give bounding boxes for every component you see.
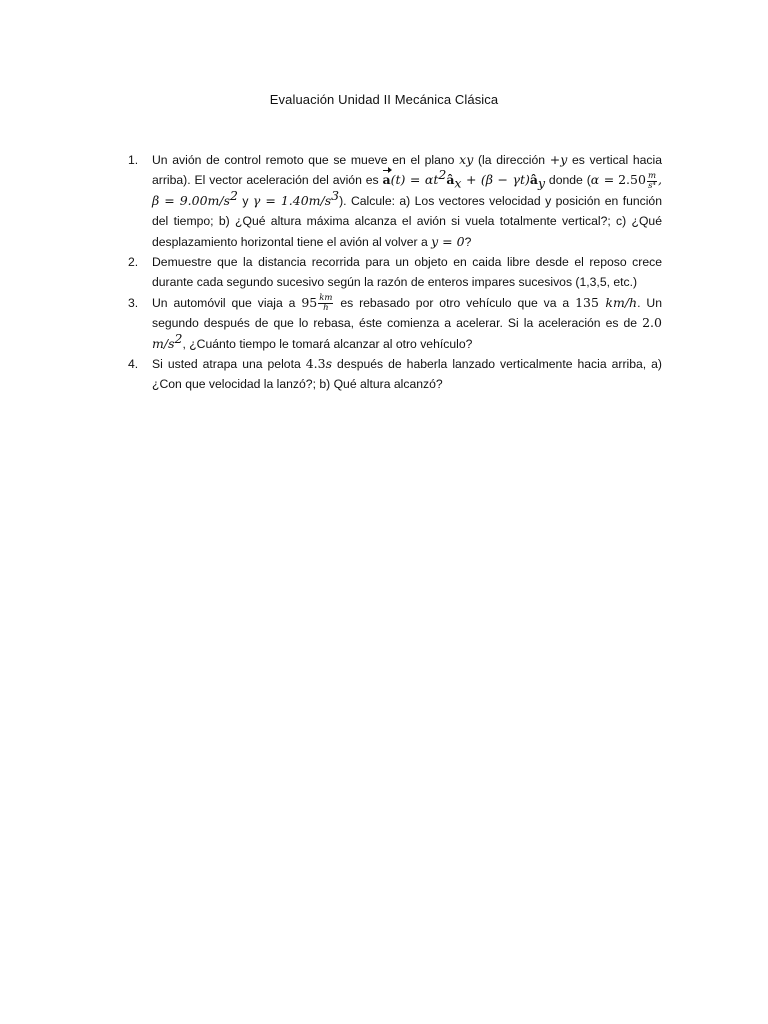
problem-number: 3. — [128, 295, 139, 310]
problem-text: Si usted atrapa una pelota — [152, 357, 306, 372]
math-subscript-x: x — [454, 175, 462, 191]
math-plus-y: +y — [549, 152, 568, 167]
math-exponent: 3 — [331, 187, 340, 203]
problem-text: ? — [464, 234, 472, 249]
problem-text: ). Calcule: a) Los vectores velocidad y posición en función del tiempo; b) ¿Qué altura máxima alcanza el avión si vuela totalmente vertical?; c) ¿Qué desplazamiento horizontal tiene el avión al volver a — [152, 193, 662, 249]
math-unit-ms: m/s — [152, 335, 175, 351]
document-title: Evaluación Unidad II Mecánica Clásica — [269, 92, 499, 107]
math-beta: , β = 9.00 — [152, 172, 662, 208]
problem-number: 4. — [128, 357, 139, 372]
problem-2 — [128, 252, 662, 293]
math-4-3: 4.3 — [305, 356, 326, 372]
fraction-denominator: h — [323, 303, 329, 314]
problem-text: (la dirección — [473, 153, 550, 167]
unit-vector-y: â — [529, 172, 538, 188]
problem-list — [128, 150, 662, 395]
math-xy: xy — [459, 152, 474, 167]
problem-text: , ¿Cuánto tiempo le tomará alcanzar al otro vehículo? — [182, 336, 473, 351]
math-135: 135 — [575, 294, 606, 310]
problem-text: y — [237, 193, 253, 208]
fraction-denominator: s⁴ — [648, 180, 656, 191]
problem-text: es vertical hacia arriba). El vector aceleración del avión es — [152, 153, 662, 188]
math-unit-kmh: km/h — [605, 294, 638, 310]
problem-text: es rebasado por otro vehículo que va a — [334, 295, 576, 310]
math-unit: m/s — [308, 192, 332, 208]
problem-number: 1. — [128, 153, 139, 167]
math-exponent: 2 — [174, 330, 183, 346]
problem-text: después de haberla lanzado verticalmente hacia arriba, a) ¿Con que velocidad la lanzó?; b) Qué altura alcanzó? — [152, 357, 662, 392]
unit-vector-x: â — [446, 172, 455, 188]
problem-3 — [128, 293, 662, 354]
fraction-km-over-h — [318, 294, 333, 313]
problem-text: Un automóvil que viaja a — [152, 295, 302, 310]
math-alpha-value: 2.50 — [618, 172, 646, 188]
math-95: 95 — [301, 294, 318, 310]
problem-text: . Un segundo después de que lo rebasa, éste comienza a acelerar. Si la aceleración es de — [152, 295, 662, 331]
problem-4 — [128, 354, 662, 395]
fraction-numerator: m — [647, 170, 657, 181]
math-expression: + (β − γt) — [461, 172, 530, 188]
problem-text: Un avión de control remoto que se mueve en el plano — [152, 153, 460, 167]
math-gamma: γ = 1.40 — [252, 192, 309, 208]
math-exponent: 2 — [438, 167, 447, 183]
math-y-equals-zero: y = 0 — [431, 233, 465, 249]
problem-text: Demuestre que la distancia recorrida para un objeto en caida libre desde el reposo crece durante cada segundo sucesivo según la razón de enteros impares sucesivos (1,3,5, etc.) — [152, 255, 662, 290]
math-unit-s: s — [325, 356, 333, 372]
math-unit: m/s — [207, 192, 231, 208]
math-subscript-y: y — [537, 175, 546, 191]
math-2-0: 2.0 — [642, 315, 662, 331]
math-acceleration: (t) = αt — [390, 172, 439, 188]
problem-1 — [128, 150, 662, 252]
fraction-m-over-s4 — [647, 172, 657, 191]
fraction-numerator: km — [319, 293, 333, 304]
problem-text: donde ( — [545, 173, 591, 188]
problem-number: 2. — [128, 255, 139, 270]
math-exponent: 2 — [230, 187, 238, 203]
math-alpha: α = — [590, 172, 615, 188]
vector-a: a — [383, 170, 391, 190]
